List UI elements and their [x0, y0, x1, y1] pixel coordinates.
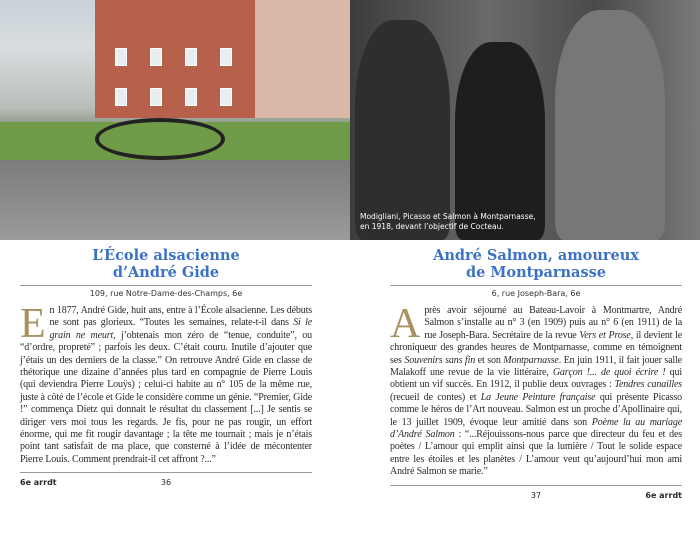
- text-segment: , j’obtenais mon zéro de “tenue, conduite”, ou “d’ordre, propreté” ; parfois les deux. C’était couru. Inutile d’ajouter que j’étais un des derniers de la classe.” On retrouve André Gide en classe de rhétorique une dizaine d’années plus tard en compagnie de Pierre Louis (qui deviendra Pierre Louÿs) ; celui-ci habite au n° 105 de la même rue, juste à côté de l’école et Gide le considère comme un génie. “Premier, Gide !” commença Dietz qui donnait le résultat du classement [...] Je sentis se diriger vers moi tous les regards. Je fis, pour ne pas rougir, un effort énorme, qui me fit rougir davantage ; la tête me tournait ; mais je n’étais point tant satisfait de ma place, que consterné à l’idée de mécontenter Pierre Louis. Comment prendrait-il cet affront ?...”: [20, 329, 312, 465]
- page-footer: [20, 472, 312, 490]
- italic-title: La Jeune Peinture française: [480, 391, 596, 403]
- italic-title: Vers et Prose: [579, 329, 631, 341]
- italic-title: Garçon !... de quoi écrire !: [552, 367, 666, 379]
- italic-title: Montparnasse: [503, 354, 559, 366]
- text-segment: , il devient le chroniqueur des grandes heures de Montparnasse, comme en témoignent ses: [390, 329, 683, 366]
- building: [255, 0, 350, 118]
- title-line: d’André Gide: [112, 264, 220, 281]
- page-left: [0, 240, 350, 490]
- text-segment: . En juin 1911, il fait jouer salle Malakoff une revue de la vie littéraire,: [390, 354, 682, 379]
- divider: [390, 285, 682, 286]
- window: [220, 88, 232, 106]
- photo-ecole-alsacienne-park: [0, 0, 350, 240]
- window: [150, 88, 162, 106]
- window: [150, 48, 162, 66]
- text-segment: qui obtient un vif succès. En 1912, il publie deux ouvrages :: [390, 367, 682, 391]
- section-title: [20, 247, 312, 281]
- window: [220, 48, 232, 66]
- title-line: L’École alsacienne: [92, 247, 240, 264]
- title-line: André Salmon, amoureux: [433, 247, 639, 264]
- sculpture: [95, 118, 225, 160]
- body-text: [20, 301, 312, 466]
- window: [185, 88, 197, 106]
- page-right: [350, 240, 700, 503]
- caption-line: en 1918, devant l’objectif de Cocteau.: [360, 222, 504, 231]
- address: 6, rue Joseph-Bara, 6e: [491, 289, 581, 298]
- footer-section: 6e arrdt: [20, 478, 57, 488]
- italic-title: Tendres canailles: [614, 379, 682, 391]
- page-number: 37: [530, 490, 542, 500]
- text-segment: n 1877, André Gide, huit ans, entre à l’École alsacienne. Les débuts ne sont pas glorieux. “Toutes les semaines, relate-t-il dans: [49, 305, 312, 329]
- drop-cap: E: [20, 301, 46, 347]
- italic-title: Souvenirs sans fin: [404, 354, 476, 366]
- title-line: de Montparnasse: [465, 264, 607, 281]
- body-text: [390, 301, 683, 479]
- divider: [20, 285, 312, 286]
- footer-section: 6e arrdt: [645, 490, 682, 500]
- text-segment: (recueil de contes) et: [390, 391, 481, 403]
- italic-title: Poème lu au mariage d’André Salmon: [390, 416, 683, 441]
- photo-caption: [360, 212, 536, 232]
- figure-salmon: [555, 10, 665, 240]
- text-segment: près avoir séjourné au Bateau-Lavoir à Montmartre, André Salmon s’installe au n° 3 (en 1909) puis au n° 6 (en 1911) de la rue Joseph-Bara. Secrétaire de la revue: [424, 305, 682, 341]
- window: [115, 88, 127, 106]
- figure-picasso: [455, 42, 545, 240]
- window: [185, 48, 197, 66]
- section-title: [390, 247, 682, 281]
- text-segment: : “...Réjouissons-nous parce que directeur du feu et des poètes / L’amour qui emplit ainsi que la lumière / Tout le solide espace entre les étoiles et les planètes / L’amour veut qu’aujourd’hui mon ami André Salmon se marie.”: [390, 429, 682, 478]
- text-segment: et son: [475, 354, 504, 366]
- drop-cap: A: [390, 301, 421, 347]
- italic-title: Si le grain ne meurt: [49, 317, 312, 341]
- address: 109, rue Notre-Dame-des-Champs, 6e: [89, 289, 243, 298]
- page-footer: [390, 485, 682, 503]
- photo-modigliani-picasso-salmon: [350, 0, 700, 240]
- text-segment: qui présente Picasso comme le héros de l’Art nouveau. Salmon est un proche d’Apollinaire qui, le 13 juillet 1909, évoque leur amitié dans son: [390, 391, 682, 428]
- page-number: 36: [160, 478, 172, 488]
- figure-modigliani: [355, 20, 450, 240]
- window: [115, 48, 127, 66]
- caption-line: Modigliani, Picasso et Salmon à Montparnasse,: [360, 212, 536, 221]
- path: [0, 160, 350, 240]
